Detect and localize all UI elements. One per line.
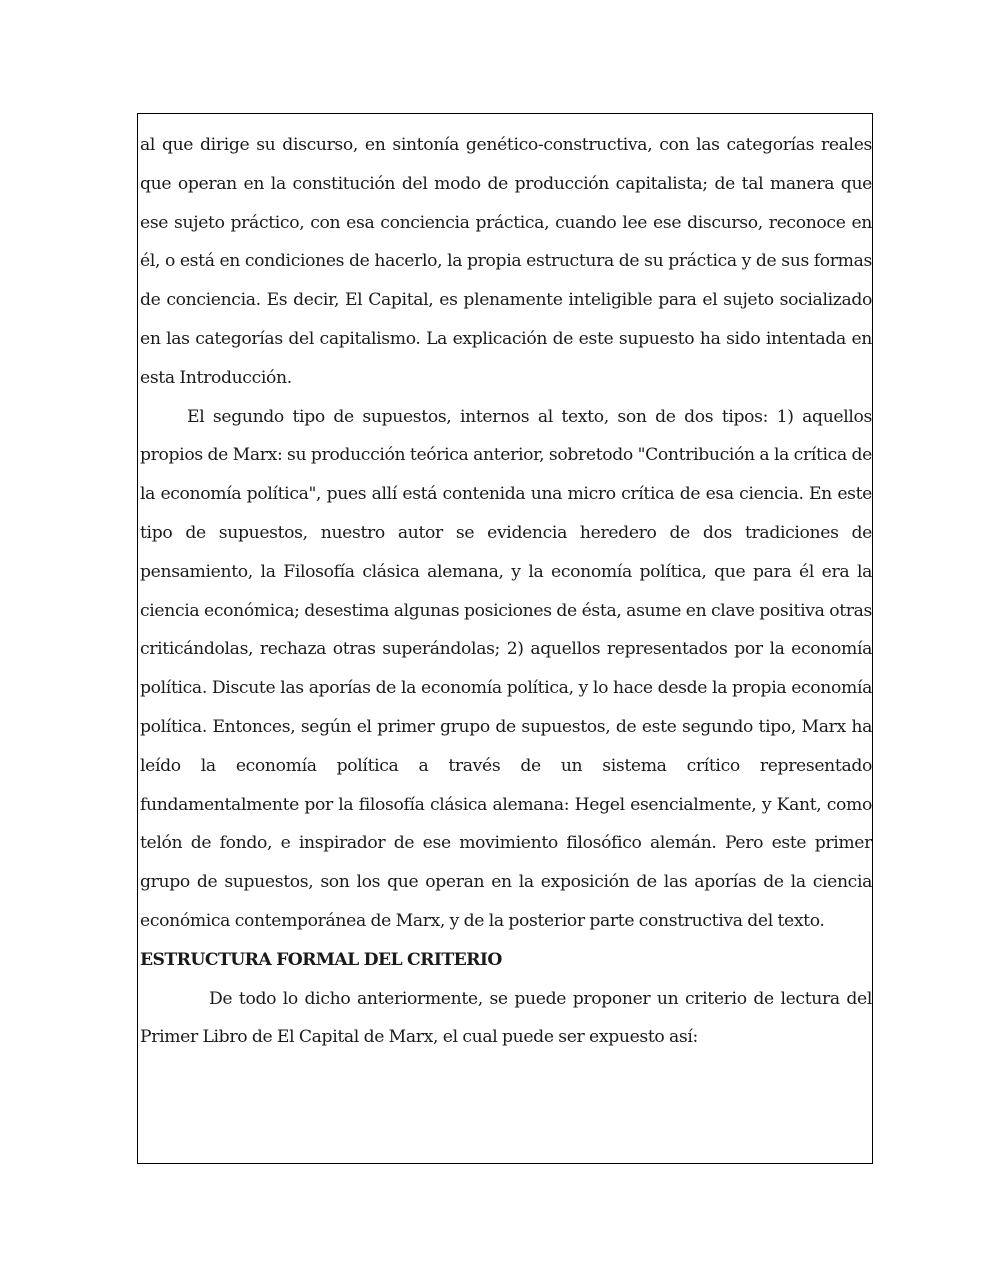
paragraph-3: De todo lo dicho anteriormente, se puede proponer un criterio de lectura del Primer Libro de El Capital de Marx, el cual puede ser expuesto así:: [140, 988, 872, 1048]
paragraph-1: al que dirige su discurso, en sintonía genético-constructiva, con las categorías reales que operan en la constitución del modo de producción capitalista; de tal manera que ese sujeto práctico, con esa conciencia práctica, cuando lee ese discurso, reconoce en él, o está en condiciones de hacerlo, la propia estructura de su práctica y de sus formas de conciencia. Es decir, El Capital, es plenamente inteligible para el sujeto socializado en las categorías del capitalismo. La explicación de este supuesto ha sido intentada en esta Introducción.: [140, 135, 872, 388]
document-body: [140, 126, 872, 1057]
paragraph-2: El segundo tipo de supuestos, internos al texto, son de dos tipos: 1) aquellos propios de Marx: su producción teórica anterior, sobretodo "Contribución a la crítica de la economía política", pues allí está contenida una micro crítica de esa ciencia. En este tipo de supuestos, nuestro autor se evidencia heredero de dos tradiciones de pensamiento, la Filosofía clásica alemana, y la economía política, que para él era la ciencia económica; desestima algunas posiciones de ésta, asume en clave positiva otras criticándolas, rechaza otras superándolas; 2) aquellos representados por la economía política. Discute las aporías de la economía política, y lo hace desde la propia economía política. Entonces, según el primer grupo de supuestos, de este segundo tipo, Marx ha leído la economía política a través de un sistema crítico representado fundamentalmente por la filosofía clásica alemana: Hegel esencialmente, y Kant, como telón de fondo, e inspirador de ese movimiento filosófico alemán. Pero este primer grupo de supuestos, son los que operan en la exposición de las aporías de la ciencia económica contemporánea de Marx, y de la posterior parte constructiva del texto.: [140, 406, 872, 931]
section-heading: ESTRUCTURA FORMAL DEL CRITERIO: [140, 949, 502, 970]
